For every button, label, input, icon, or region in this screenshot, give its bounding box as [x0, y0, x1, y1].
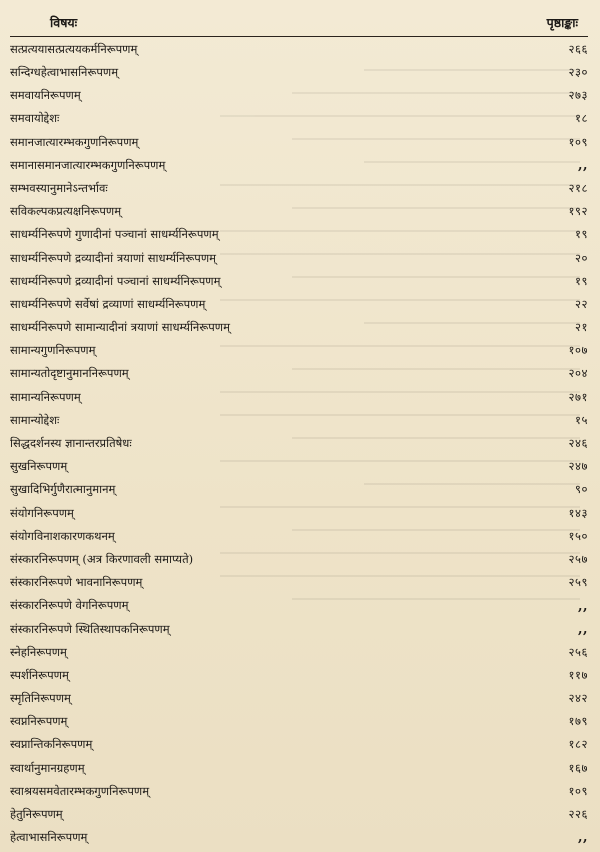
entry-title: संस्कारनिरूपणे स्थितिस्थापकनिरूपणम् [10, 621, 170, 636]
index-entry [10, 525, 588, 548]
entry-page-number: १६७ [568, 760, 588, 775]
index-entry [10, 224, 588, 247]
index-entry [10, 200, 588, 223]
entry-title: समानजात्यारम्भकगुणनिरूपणम् [10, 134, 139, 149]
entry-page-number: २७१ [568, 389, 588, 404]
entry-title: सम्भवस्यानुमानेऽन्तर्भावः [10, 180, 108, 195]
index-entry [10, 108, 588, 131]
entry-page-number: ,, [577, 830, 588, 846]
entry-page-number: १९ [575, 273, 588, 288]
index-entry [10, 826, 588, 849]
index-entry [10, 293, 588, 316]
index-entry [10, 641, 588, 664]
entry-page-number: २५९ [568, 575, 588, 590]
index-entry [10, 502, 588, 525]
entry-page-number: २४२ [568, 691, 588, 706]
index-entry [10, 479, 588, 502]
entry-title: हेत्वाभासनिरूपणम् [10, 830, 88, 845]
entry-title: समवायनिरूपणम् [10, 88, 81, 103]
entry-page-number: २० [575, 250, 588, 265]
entry-page-number: १५० [568, 528, 588, 543]
index-entry [10, 177, 588, 200]
entry-page-number: २०४ [568, 366, 588, 381]
entry-page-number: १५ [575, 412, 588, 427]
entry-page-number: २७३ [568, 88, 588, 103]
index-list [10, 38, 588, 850]
page-column-heading: पृष्ठाङ्काः [546, 14, 578, 30]
index-entry [10, 316, 588, 339]
index-entry [10, 84, 588, 107]
index-entry [10, 38, 588, 61]
entry-page-number: १४३ [568, 505, 588, 520]
entry-title: स्वप्नान्तिकनिरूपणम् [10, 737, 93, 752]
entry-title: समानासमानजात्यारम्भकगुणनिरूपणम् [10, 157, 166, 172]
entry-page-number: २१८ [568, 180, 588, 195]
entry-title: सिद्धदर्शनस्य ज्ञानान्तरप्रतिषेधः [10, 436, 132, 451]
index-entry [10, 455, 588, 478]
entry-title: सामान्यनिरूपणम् [10, 389, 81, 404]
entry-page-number: १७९ [568, 714, 588, 729]
entry-title: स्पर्शनिरूपणम् [10, 667, 69, 682]
entry-title: सामान्यगुणनिरूपणम् [10, 343, 96, 358]
index-entry [10, 409, 588, 432]
entry-page-number: ९० [575, 482, 588, 497]
index-entry [10, 386, 588, 409]
index-entry [10, 131, 588, 154]
entry-page-number: १०७ [568, 343, 588, 358]
index-entry [10, 154, 588, 177]
entry-page-number: १०९ [568, 783, 588, 798]
index-entry [10, 618, 588, 641]
entry-title: संस्कारनिरूपणे भावनानिरूपणम् [10, 575, 143, 590]
entry-title: सामान्योद्देशः [10, 412, 60, 427]
entry-title: सुखादिभिर्गुणैरात्मानुमानम् [10, 482, 116, 497]
header-rule [10, 36, 588, 37]
index-entry [10, 757, 588, 780]
entry-page-number: ,, [577, 598, 588, 614]
entry-title: समवायोद्देशः [10, 111, 60, 126]
entry-title: स्मृतिनिरूपणम् [10, 691, 71, 706]
index-entry [10, 734, 588, 757]
entry-title: साधर्म्यनिरूपणे सर्वेषां द्रव्याणां साधर्म्यनिरूपणम् [10, 296, 206, 311]
entry-title: साधर्म्यनिरूपणे सामान्यादीनां त्रयाणां साधर्म्यनिरूपणम् [10, 320, 230, 335]
entry-title: साधर्म्यनिरूपणे द्रव्यादीनां पञ्चानां साधर्म्यनिरूपणम् [10, 273, 221, 288]
index-entry [10, 803, 588, 826]
entry-page-number: २२ [575, 296, 588, 311]
index-entry [10, 61, 588, 84]
entry-title: स्नेहनिरूपणम् [10, 644, 67, 659]
index-entry [10, 595, 588, 618]
index-entry [10, 710, 588, 733]
entry-page-number: २४६ [568, 436, 588, 451]
entry-title: संस्कारनिरूपणे वेगनिरूपणम् [10, 598, 129, 613]
entry-page-number: १९२ [568, 204, 588, 219]
index-entry [10, 432, 588, 455]
entry-page-number: १८ [575, 111, 588, 126]
entry-title: सन्दिग्धहेत्वाभासनिरूपणम् [10, 65, 119, 80]
entry-title: सामान्यतोदृष्टानुमाननिरूपणम् [10, 366, 129, 381]
entry-page-number: ,, [577, 158, 588, 174]
index-entry [10, 548, 588, 571]
entry-title: हेतुनिरूपणम् [10, 807, 63, 822]
entry-page-number: १९ [575, 227, 588, 242]
entry-page-number: ११७ [568, 667, 588, 682]
index-entry [10, 687, 588, 710]
entry-page-number: २१ [575, 320, 588, 335]
index-entry [10, 247, 588, 270]
index-entry [10, 571, 588, 594]
index-header [30, 12, 578, 32]
entry-page-number: १८२ [568, 737, 588, 752]
entry-title: सत्प्रत्ययासत्प्रत्ययकर्मनिरूपणम् [10, 41, 138, 56]
entry-title: संयोगविनाशकारणकथनम् [10, 528, 115, 543]
entry-title: साधर्म्यनिरूपणे गुणादीनां पञ्चानां साधर्म्यनिरूपणम् [10, 227, 219, 242]
index-entry [10, 339, 588, 362]
entry-page-number: ,, [577, 621, 588, 637]
entry-page-number: २२६ [568, 807, 588, 822]
entry-title: सविकल्पकप्रत्यक्षनिरूपणम् [10, 204, 122, 219]
entry-title: स्वाश्रयसमवेतारम्भकगुणनिरूपणम् [10, 783, 150, 798]
index-entry [10, 270, 588, 293]
entry-title: संयोगनिरूपणम् [10, 505, 74, 520]
entry-page-number: १०९ [568, 134, 588, 149]
entry-title: सुखनिरूपणम् [10, 459, 68, 474]
index-entry [10, 363, 588, 386]
entry-page-number: २४७ [568, 459, 588, 474]
entry-title: स्वप्ननिरूपणम् [10, 714, 68, 729]
index-entry [10, 780, 588, 803]
index-entry [10, 664, 588, 687]
subject-column-heading: विषयः [50, 14, 78, 30]
entry-title: स्वार्थानुमानग्रहणम् [10, 760, 85, 775]
entry-page-number: २६६ [568, 41, 588, 56]
entry-title: संस्कारनिरूपणम् (अत्र किरणावली समाप्यते) [10, 551, 194, 566]
entry-title: साधर्म्यनिरूपणे द्रव्यादीनां त्रयाणां साधर्म्यनिरूपणम् [10, 250, 217, 265]
entry-page-number: २५७ [568, 551, 588, 566]
entry-page-number: २५६ [568, 644, 588, 659]
entry-page-number: २३० [568, 65, 588, 80]
